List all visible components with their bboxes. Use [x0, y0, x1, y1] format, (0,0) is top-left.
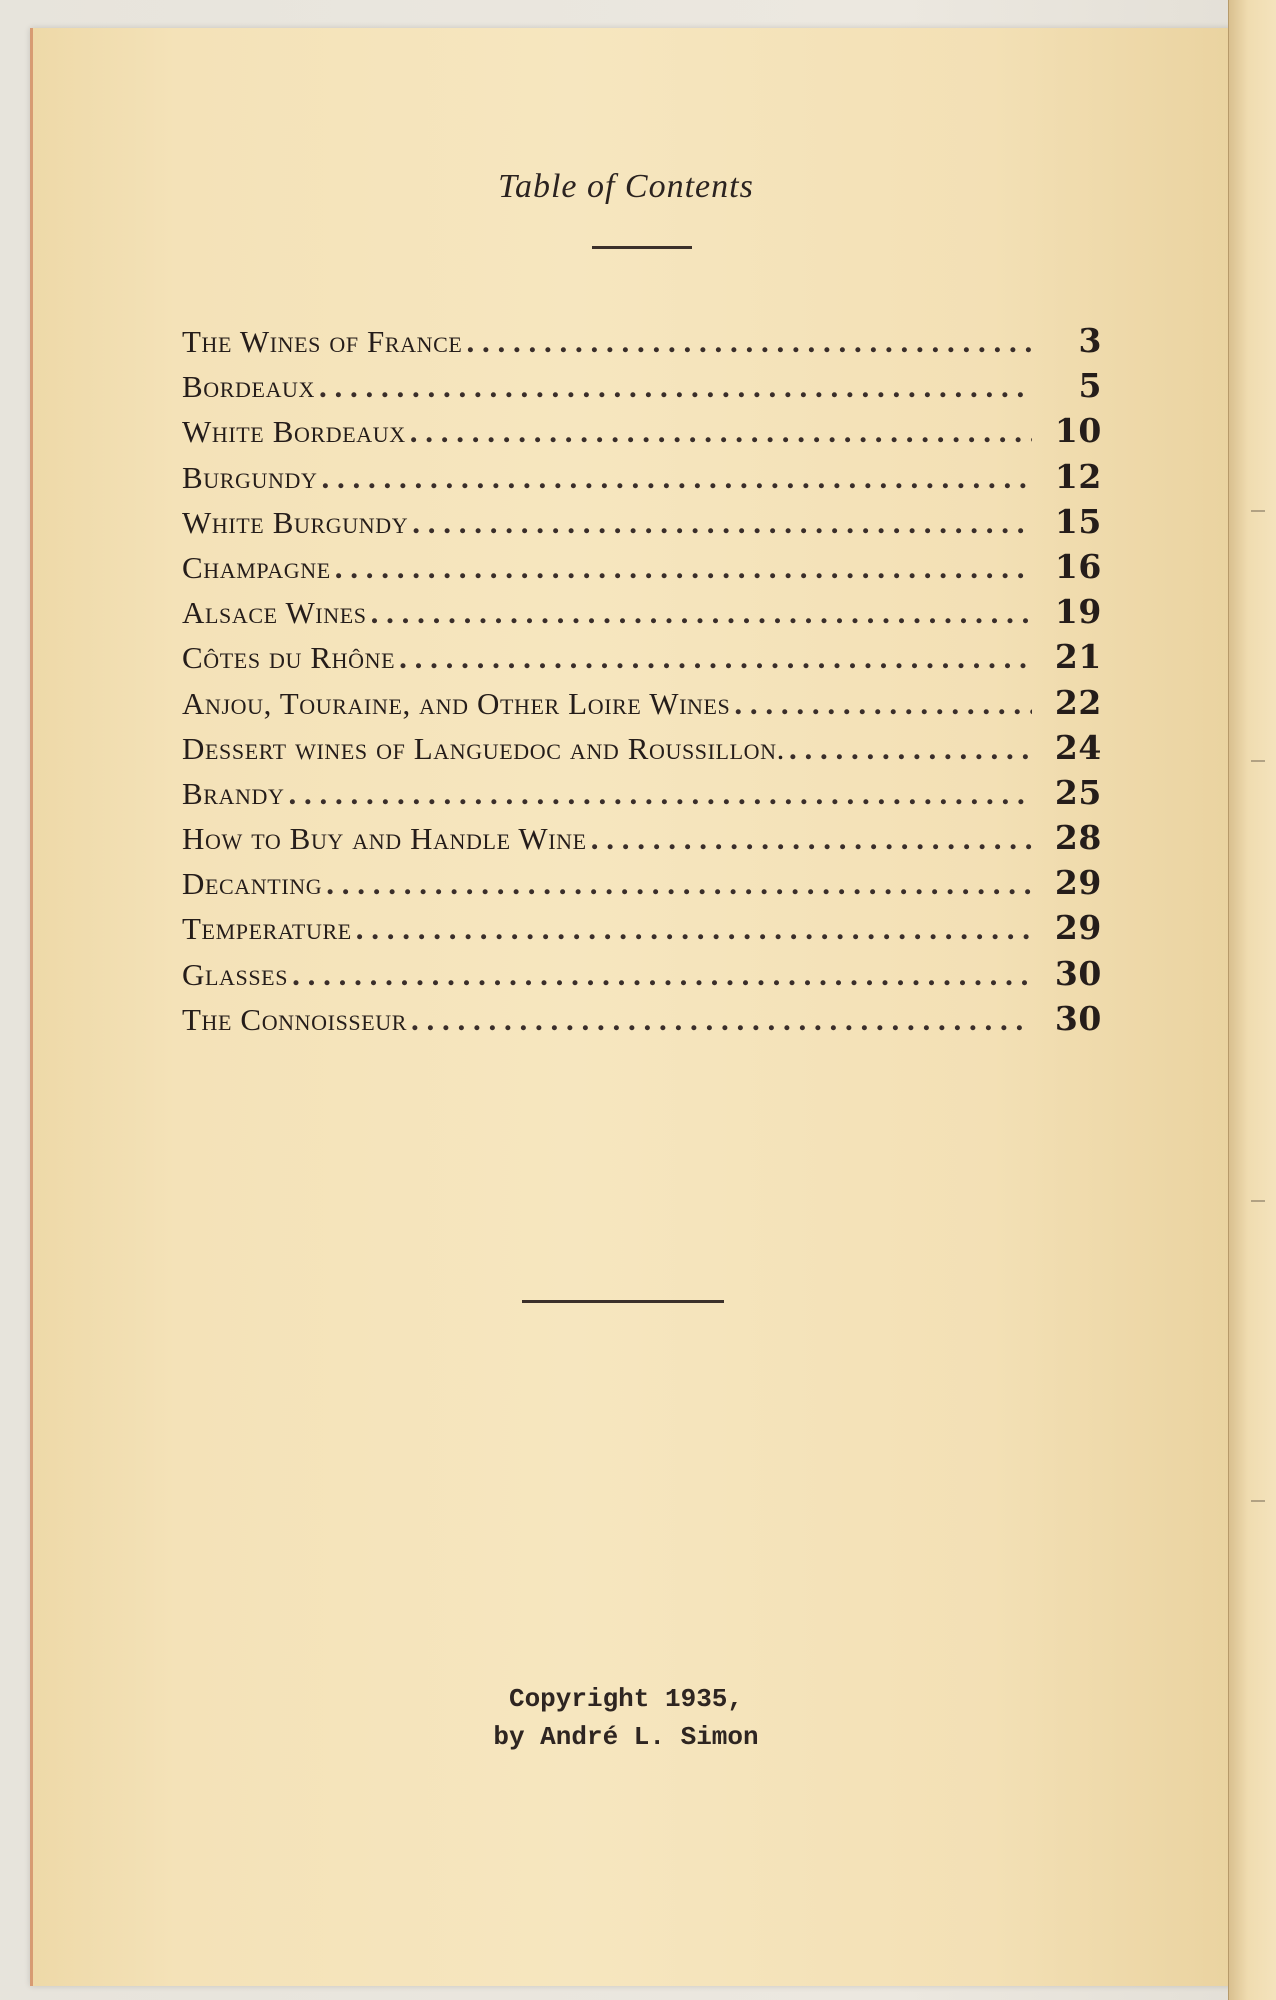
toc-entry-title: Bordeaux: [182, 369, 316, 405]
toc-entry: [182, 951, 1102, 996]
toc-entry: [182, 634, 1102, 679]
toc-page-number: 19: [1054, 592, 1102, 632]
table-of-contents: [182, 318, 1102, 1041]
toc-entry-title: Anjou, Touraine, and Other Loire Wines: [182, 685, 731, 721]
toc-entry-title: Decanting: [182, 866, 323, 902]
toc-entry: [182, 454, 1102, 499]
toc-entry-title: Brandy: [182, 775, 285, 811]
toc-entry: [182, 408, 1102, 453]
toc-entry-title: Temperature: [182, 911, 352, 947]
toc-page-number: 22: [1054, 682, 1102, 722]
toc-page-number: 5: [1078, 366, 1102, 406]
copyright-line: Copyright 1935,: [508, 1684, 744, 1714]
dot-leader: [289, 771, 1032, 816]
toc-page-number: 30: [1054, 998, 1102, 1038]
toc-entry-title: Alsace Wines: [182, 595, 367, 631]
toc-page-number: 30: [1054, 953, 1102, 993]
toc-page-number: 16: [1054, 546, 1102, 586]
dot-leader: [371, 590, 1032, 635]
toc-entry: [182, 905, 1102, 950]
author-line: by André L. Simon: [493, 1722, 759, 1752]
dot-leader: [319, 364, 1032, 409]
toc-entry: [182, 499, 1102, 544]
toc-entry-title: White Bordeaux: [182, 414, 406, 450]
bleed-mark: [1251, 1500, 1265, 1512]
bleed-mark: [1251, 510, 1265, 522]
toc-entry: [182, 815, 1102, 860]
dot-leader: [292, 952, 1032, 997]
title-divider: [592, 246, 692, 249]
dot-leader: [356, 906, 1032, 951]
toc-page-number: 29: [1054, 863, 1102, 903]
toc-entry-title: Dessert wines of Languedoc and Roussillon.: [182, 730, 785, 766]
section-divider: [522, 1300, 724, 1303]
toc-page-number: 28: [1054, 818, 1102, 858]
toc-page-number: 24: [1054, 727, 1102, 767]
toc-entry-title: How to Buy and Handle Wine: [182, 821, 587, 857]
toc-entry: [182, 363, 1102, 408]
dot-leader: [321, 455, 1032, 500]
toc-entry-title: The Connoisseur: [182, 1001, 408, 1037]
toc-entry: [182, 589, 1102, 634]
toc-page-number: 15: [1054, 501, 1102, 541]
toc-page-number: 3: [1078, 321, 1102, 360]
toc-entry-title: Champagne: [182, 549, 331, 585]
toc-page-number: 29: [1054, 908, 1102, 948]
toc-entry-title: White Burgundy: [182, 504, 409, 540]
toc-entry-title: Glasses: [182, 956, 289, 992]
toc-entry: [182, 680, 1102, 725]
toc-page-number: 10: [1054, 411, 1102, 451]
bleed-mark: [1251, 760, 1265, 772]
dot-leader: [591, 816, 1032, 861]
dot-leader: [411, 997, 1032, 1042]
dot-leader: [335, 545, 1032, 590]
dot-leader: [410, 409, 1032, 454]
dot-leader: [789, 726, 1032, 771]
toc-entry: [182, 996, 1102, 1041]
dot-leader: [326, 861, 1032, 906]
toc-entry: [182, 544, 1102, 589]
dot-leader: [412, 500, 1032, 545]
toc-entry-title: Burgundy: [182, 459, 318, 495]
toc-entry: [182, 725, 1102, 770]
copyright-notice: [0, 1680, 1264, 1756]
toc-entry-title: Côtes du Rhône: [182, 640, 396, 676]
toc-page-number: 25: [1054, 772, 1102, 812]
page-title: Table of Contents: [498, 168, 754, 205]
dot-leader: [734, 681, 1032, 726]
toc-entry-title: The Wines of France: [182, 324, 463, 359]
toc-entry: [182, 860, 1102, 905]
bleed-mark: [1251, 1200, 1265, 1212]
toc-entry: [182, 318, 1102, 363]
dot-leader: [466, 319, 1032, 364]
toc-page-number: 12: [1054, 456, 1102, 496]
dot-leader: [399, 635, 1032, 680]
toc-page-number: 21: [1054, 637, 1102, 677]
toc-entry: [182, 770, 1102, 815]
